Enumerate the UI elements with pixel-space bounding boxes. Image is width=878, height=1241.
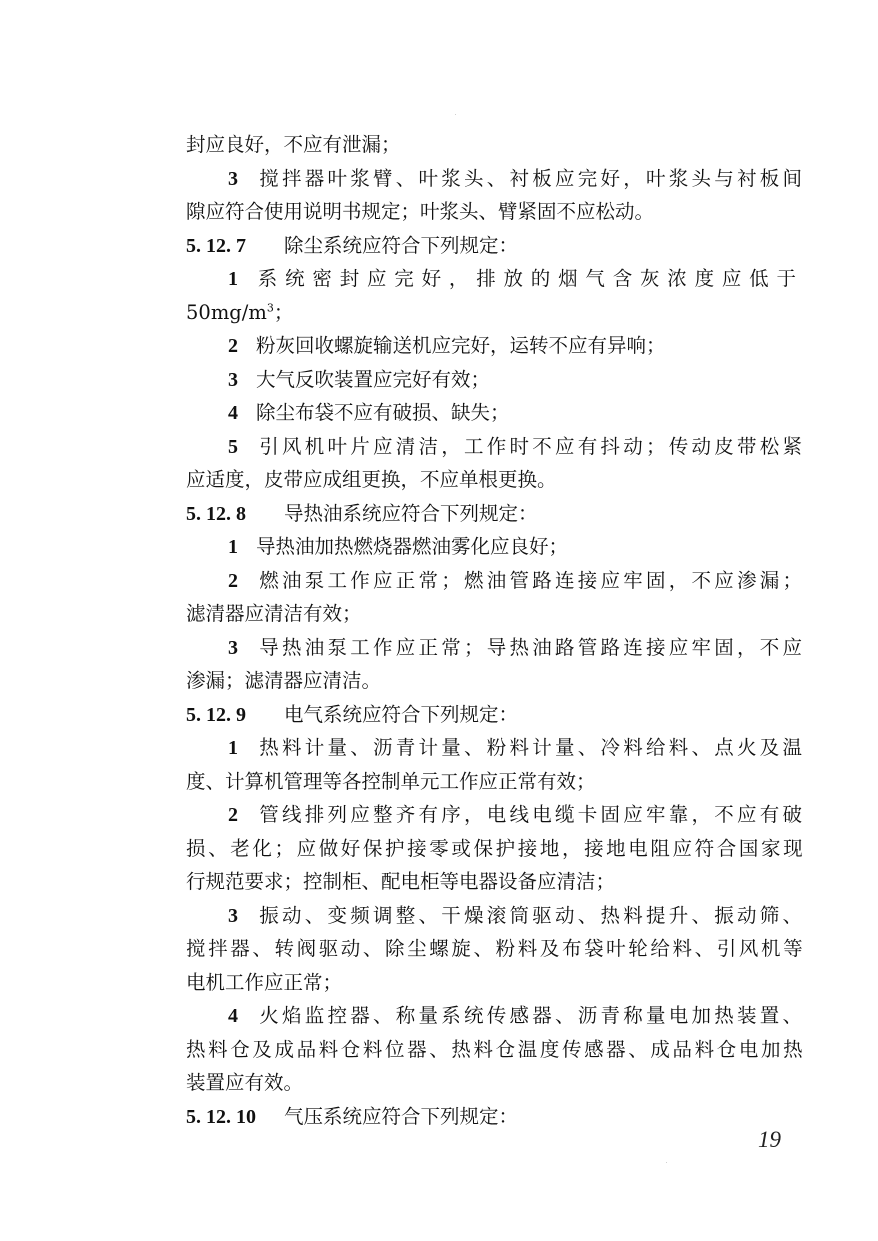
section-title: 导热油系统应符合下列规定：	[284, 501, 538, 525]
item-number: 3	[228, 368, 238, 391]
section-heading-5-12-10	[186, 1100, 802, 1134]
text-line	[186, 1066, 802, 1100]
line-text: 除尘布袋不应有破损、缺失；	[256, 401, 510, 424]
section-heading-5-12-8	[186, 497, 802, 531]
line-text: 滤清器应清洁有效；	[186, 602, 362, 625]
line-text: 行规范要求；控制柜、配电柜等电器设备应清洁；	[186, 870, 616, 893]
line-text: 搅拌器、转阀驱动、除尘螺旋、粉料及布袋叶轮给料、引风机等	[186, 937, 802, 960]
text-line	[186, 195, 802, 229]
line-text: 度、计算机管理等各控制单元工作应正常有效；	[186, 769, 596, 793]
list-item	[186, 731, 802, 765]
item-number: 1	[228, 268, 238, 290]
line-text: 管线排列应整齐有序，电线电缆卡固应牢靠，不应有破	[256, 803, 802, 826]
item-number: 5	[228, 435, 238, 458]
item-number: 3	[228, 167, 238, 190]
list-item	[186, 999, 802, 1033]
section-heading-5-12-7	[186, 229, 802, 263]
line-text: 导热油加热燃烧器燃油雾化应良好；	[256, 535, 569, 558]
text-line	[186, 932, 802, 966]
section-title: 电气系统应符合下列规定：	[284, 702, 519, 726]
text-line	[186, 765, 802, 799]
document-body	[186, 128, 802, 1133]
line-text: 火焰监控器、称量系统传感器、沥青称量电加热装置、	[256, 1004, 802, 1027]
list-item	[186, 430, 802, 464]
line-text: 损、老化；应做好保护接零或保护接地，接地电阻应符合国家现	[186, 836, 802, 860]
text-line	[186, 966, 802, 1000]
list-item	[186, 363, 802, 397]
list-item	[186, 396, 802, 430]
list-item	[186, 162, 802, 196]
line-text: 装置应有效。	[186, 1071, 304, 1094]
section-heading-5-12-9	[186, 698, 802, 732]
text-line	[186, 296, 802, 330]
section-number: 5. 12. 9	[186, 703, 246, 726]
unit-text: 50mg/m	[186, 300, 267, 324]
line-text: 热料计量、沥青计量、粉料计量、冷料给料、点火及温	[256, 736, 802, 759]
list-item	[186, 262, 802, 296]
line-text: 系统密封应完好，排放的烟气含灰浓度应低于	[256, 267, 802, 290]
superscript: 3	[266, 301, 274, 314]
scan-speck	[666, 1162, 667, 1163]
line-text: 振动、变频调整、干燥滚筒驱动、热料提升、振动筛、	[256, 903, 802, 927]
item-number: 4	[228, 1005, 238, 1027]
text-line	[186, 597, 802, 631]
list-item	[186, 564, 802, 598]
line-text: 燃油泵工作应正常；燃油管路连接应牢固，不应渗漏；	[256, 568, 802, 592]
line-text: 电机工作应正常；	[186, 970, 343, 994]
list-item	[186, 631, 802, 665]
line-text: 搅拌器叶浆臂、叶浆头、衬板应完好，叶浆头与衬板间	[256, 166, 802, 190]
line-text: 隙应符合使用说明书规定；叶浆头、臂紧固不应松动。	[186, 200, 655, 223]
scan-speck	[455, 114, 456, 115]
list-item	[186, 798, 802, 832]
item-number: 3	[228, 636, 238, 659]
line-text: 应适度，皮带应成组更换，不应单根更换。	[186, 468, 557, 491]
section-number: 5. 12. 10	[186, 1105, 256, 1128]
page-number: 19	[758, 1127, 781, 1152]
list-item	[186, 329, 802, 363]
section-title: 除尘系统应符合下列规定：	[284, 233, 519, 257]
line-text: 导热油泵工作应正常；导热油路管路连接应牢固，不应	[256, 635, 802, 659]
item-number: 3	[228, 904, 238, 927]
item-number: 2	[228, 569, 238, 592]
item-number: 2	[228, 804, 238, 826]
list-item	[186, 530, 802, 564]
line-text: 粉灰回收螺旋输送机应完好，运转不应有异响；	[256, 334, 666, 357]
line-text: 大气反吹装置应完好有效；	[256, 367, 491, 391]
item-number: 1	[228, 737, 238, 759]
text-line	[186, 463, 802, 497]
text-line	[186, 865, 802, 899]
line-text: 热料仓及成品料仓料位器、热料仓温度传感器、成品料仓电加热	[186, 1037, 802, 1061]
text-line	[186, 128, 802, 162]
item-number: 4	[228, 402, 238, 424]
item-number: 1	[228, 536, 238, 558]
list-item	[186, 899, 802, 933]
section-number: 5. 12. 7	[186, 234, 246, 257]
line-text: ；	[273, 300, 294, 324]
section-number: 5. 12. 8	[186, 502, 246, 525]
text-line	[186, 832, 802, 866]
item-number: 2	[228, 335, 238, 357]
section-title: 气压系统应符合下列规定：	[284, 1104, 519, 1128]
text-line	[186, 1033, 802, 1067]
line-text: 封应良好，不应有泄漏；	[186, 133, 401, 156]
line-text: 引风机叶片应清洁，工作时不应有抖动；传动皮带松紧	[256, 434, 802, 458]
text-line	[186, 664, 802, 698]
line-text: 渗漏；滤清器应清洁。	[186, 669, 382, 692]
